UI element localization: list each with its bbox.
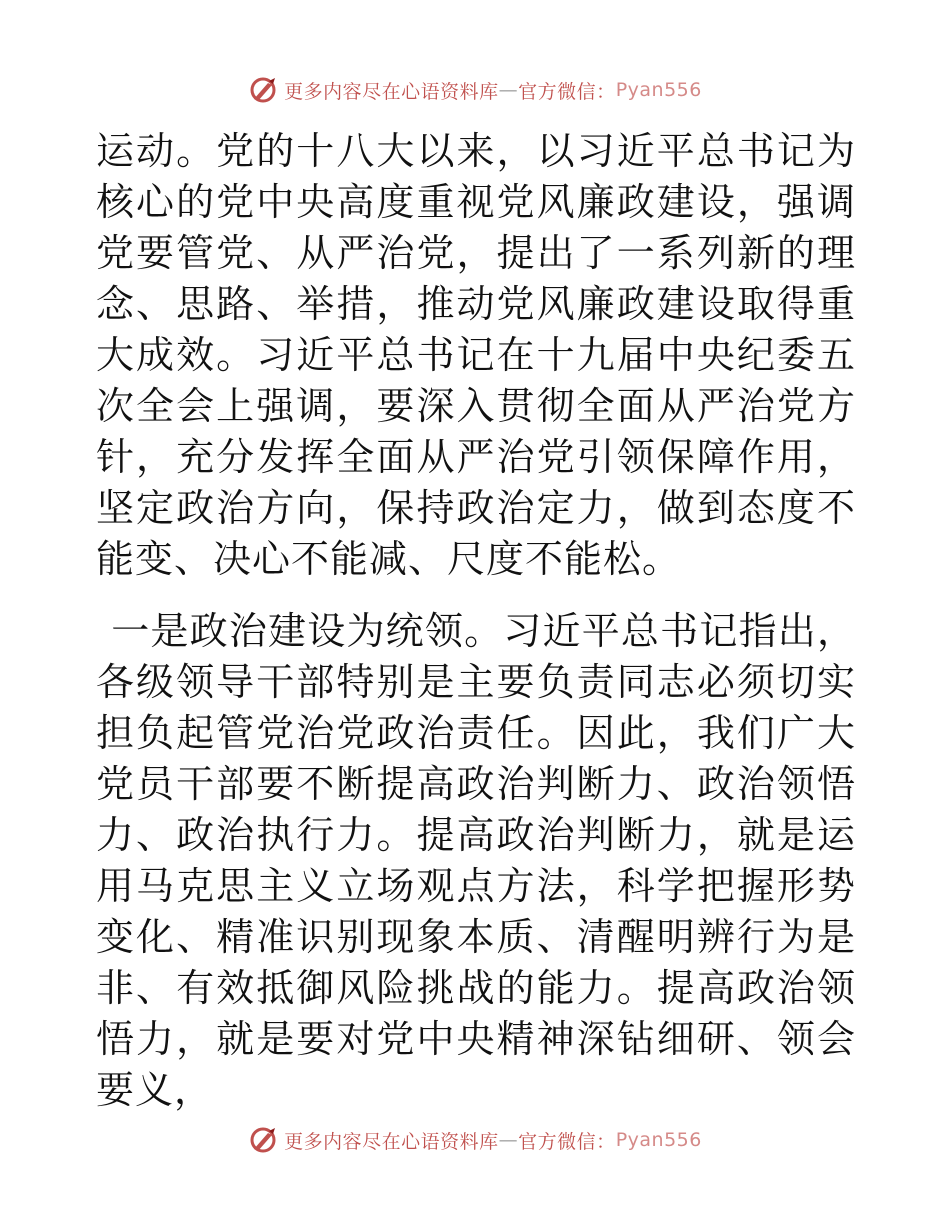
- watermark-site-text: 更多内容尽在心语资料库: [284, 80, 499, 103]
- watermark-dash: —: [498, 79, 519, 101]
- watermark-site-text: 更多内容尽在心语资料库: [284, 1130, 499, 1153]
- watermark-footer: [0, 1120, 950, 1160]
- quill-pen-icon: [248, 75, 278, 105]
- watermark-header: [0, 70, 950, 110]
- body-paragraph-2: 一是政治建设为统领。习近平总书记指出，各级领导干部特别是主要负责同志必须切实担负起管党治党政治责任。因此，我们广大党员干部要不断提高政治判断力、政治领悟力、政治执行力。提高政治判断力，就是运用马克思主义立场观点方法，科学把握形势变化、精准识别现象本质、清醒明辨行为是非、有效抵御风险挑战的能力。提高政治领悟力，就是要对党中央精神深钻细研、领会要义，: [96, 609, 856, 1112]
- watermark-wechat-label: 官方微信：: [518, 1130, 616, 1153]
- watermark-wechat-id: Pyan556: [615, 1129, 702, 1151]
- quill-pen-icon: [248, 1125, 278, 1155]
- body-paragraph-1: 运动。党的十八大以来，以习近平总书记为核心的党中央高度重视党风廉政建设，强调党要管党、从严治党，提出了一系列新的理念、思路、举措，推动党风廉政建设取得重大成效。习近平总书记在十九届中央纪委五次全会上强调，要深入贯彻全面从严治党方针，充分发挥全面从严治党引领保障作用，坚定政治方向，保持政治定力，做到态度不能变、决心不能减、尺度不能松。: [96, 129, 856, 581]
- watermark-wechat-id: Pyan556: [615, 79, 702, 101]
- watermark-wechat-label: 官方微信：: [518, 80, 616, 103]
- watermark-dash: —: [498, 1129, 519, 1151]
